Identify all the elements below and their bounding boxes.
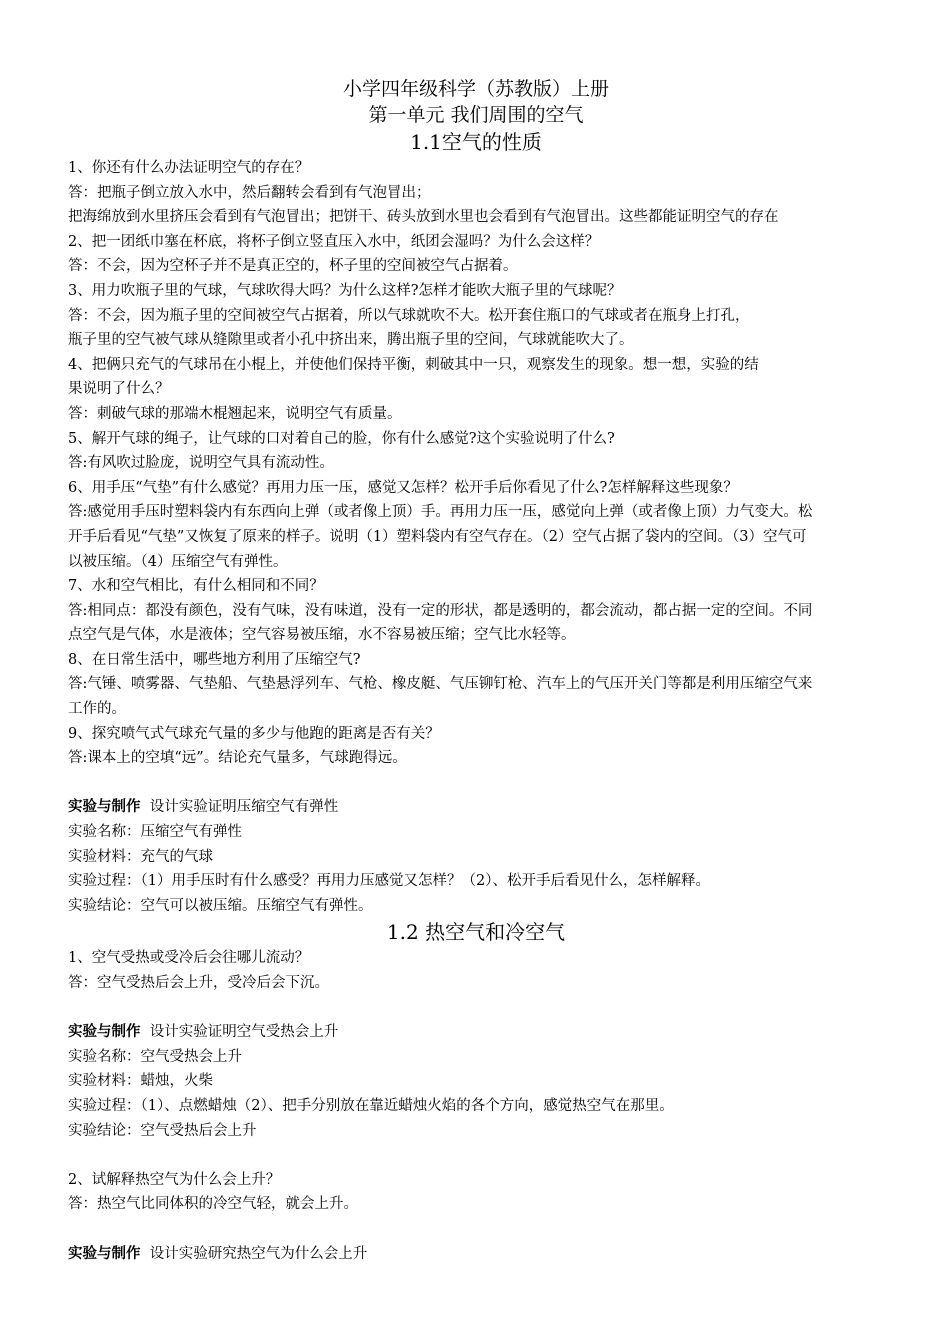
text-line: 答：刺破气球的那端木棍翘起来，说明空气有质量。	[68, 405, 402, 422]
text-line: 6、用手压“气垫”有什么感觉？再用力压一压，感觉又怎样？松开手后你看见了什么?怎样解释这些现象？	[68, 479, 738, 496]
text-line: 4、把俩只充气的气球吊在小棍上，并使他们保持平衡，刺破其中一只，观察发生的现象。想一想，实验的结	[68, 356, 759, 373]
section-1-1-body	[68, 156, 884, 918]
experiment-label: 实验与制作	[68, 798, 141, 816]
experiment-label: 实验与制作	[68, 1023, 141, 1041]
text-line: 答：把瓶子倒立放入水中，然后翻转会看到有气泡冒出；	[68, 184, 431, 201]
experiment-text: 设计实验研究热空气为什么会上升	[149, 1245, 368, 1262]
text-line: 把海绵放到水里挤压会看到有气泡冒出；把饼干、砖头放到水里也会看到有气泡冒出。这些都能证明空气的存在	[68, 209, 779, 226]
section-title-1-2: 1.2 热空气和冷空气	[386, 920, 566, 945]
text-line: 实验过程：（1）用手压时有什么感受？再用力压感觉又怎样？（2）、松开手后看见什么，怎样解释。	[68, 873, 710, 890]
text-line: 实验材料：蜡烛，火柴	[68, 1073, 213, 1090]
experiment-label: 实验与制作	[68, 1244, 141, 1262]
text-line: 2、把一团纸巾塞在杯底，将杯子倒立竖直压入水中，纸团会湿吗？为什么会这样？	[68, 233, 600, 250]
text-line: 瓶子里的空气被气球从缝隙里或者小孔中挤出来，腾出瓶子里的空间，气球就能吹大了。	[68, 332, 634, 349]
text-line: 答：不会，因为瓶子里的空间被空气占据着，所以气球就吹不大。松开套住瓶口的气球或者在瓶身上打孔，	[68, 307, 750, 324]
text-line: 实验结论：空气可以被压缩。压缩空气有弹性。	[68, 897, 373, 914]
doc-title: 小学四年级科学（苏教版）上册	[342, 78, 609, 100]
text-line: 答:有风吹过脸庞，说明空气具有流动性。	[68, 455, 334, 472]
experiment-heading	[68, 795, 884, 820]
text-line: 8、在日常生活中，哪些地方利用了压缩空气?	[68, 651, 361, 668]
blank-line	[68, 771, 884, 796]
text-line: 1、空气受热或受冷后会往哪儿流动？	[68, 950, 310, 967]
text-line: 1、你还有什么办法证明空气的存在？	[68, 160, 310, 176]
text-line: 开手后看见“气垫”又恢复了原来的样子。说明（1）塑料袋内有空气存在。（2）空气占据了袋内的空间。（3）空气可	[68, 528, 807, 545]
text-line: 3、用力吹瓶子里的气球，气球吹得大吗？为什么这样?怎样才能吹大瓶子里的气球呢？	[68, 282, 622, 299]
text-line: 答：热空气比同体积的冷空气轻，就会上升。	[68, 1196, 358, 1213]
text-line: 以被压缩。（4）压缩空气有弹性。	[68, 553, 288, 570]
text-line: 2、试解释热空气为什么会上升？	[68, 1171, 281, 1188]
document-page	[68, 76, 884, 1266]
text-line: 工作的。	[68, 701, 126, 718]
text-line: 答:气锤、喷雾器、气垫船、气垫悬浮列车、气枪、橡皮艇、气压铆钉枪、汽车上的气压开关门等都是利用压缩空气来	[68, 676, 813, 693]
text-line: 实验结论：空气受热后会上升	[68, 1122, 257, 1139]
text-line: 5、解开气球的绳子，让气球的口对着自己的脸，你有什么感觉?这个实验说明了什么?	[68, 430, 615, 447]
section-title-1-1: 1.1空气的性质	[410, 130, 542, 154]
blank-line	[68, 996, 884, 1021]
text-line: 答：空气受热后会上升，受冷后会下沉。	[68, 975, 329, 991]
experiment-heading	[68, 1020, 884, 1045]
text-line: 实验材料：充气的气球	[68, 848, 213, 865]
text-line: 答:课本上的空填“远”。结论充气量多，气球跑得远。	[68, 750, 407, 767]
experiment-text: 设计实验证明压缩空气有弹性	[149, 799, 339, 816]
text-line: 实验名称：压缩空气有弹性	[68, 824, 242, 841]
unit-title: 第一单元 我们周围的空气	[368, 104, 584, 126]
text-line: 答:相同点：都没有颜色，没有气味，没有味道，没有一定的形状，都是透明的，都会流动，都占据一定的空间。不同	[68, 602, 813, 619]
text-line: 答：不会，因为空杯子并不是真正空的，杯子里的空间被空气占据着。	[68, 258, 518, 275]
text-line: 实验名称：空气受热会上升	[68, 1048, 242, 1065]
text-line: 实验过程：（1）、点燃蜡烛（2）、把手分别放在靠近蜡烛火焰的各个方向，感觉热空气在那里。	[68, 1097, 674, 1114]
section-1-2-body	[68, 946, 884, 1266]
blank-line	[68, 1217, 884, 1242]
text-line: 7、水和空气相比，有什么相同和不同？	[68, 578, 324, 595]
experiment-heading	[68, 1242, 884, 1267]
blank-line	[68, 1143, 884, 1168]
text-line: 点空气是气体，水是液体；空气容易被压缩，水不容易被压缩；空气比水轻等。	[68, 627, 576, 644]
text-line: 答:感觉用手压时塑料袋内有东西向上弹（或者像上顶）手。再用力压一压，感觉向上弹（或者像上顶）力气变大。松	[68, 504, 813, 521]
experiment-text: 设计实验证明空气受热会上升	[149, 1024, 339, 1041]
text-line: 果说明了什么？	[68, 381, 170, 398]
text-line: 9、探究喷气式气球充气量的多少与他跑的距离是否有关？	[68, 725, 440, 742]
